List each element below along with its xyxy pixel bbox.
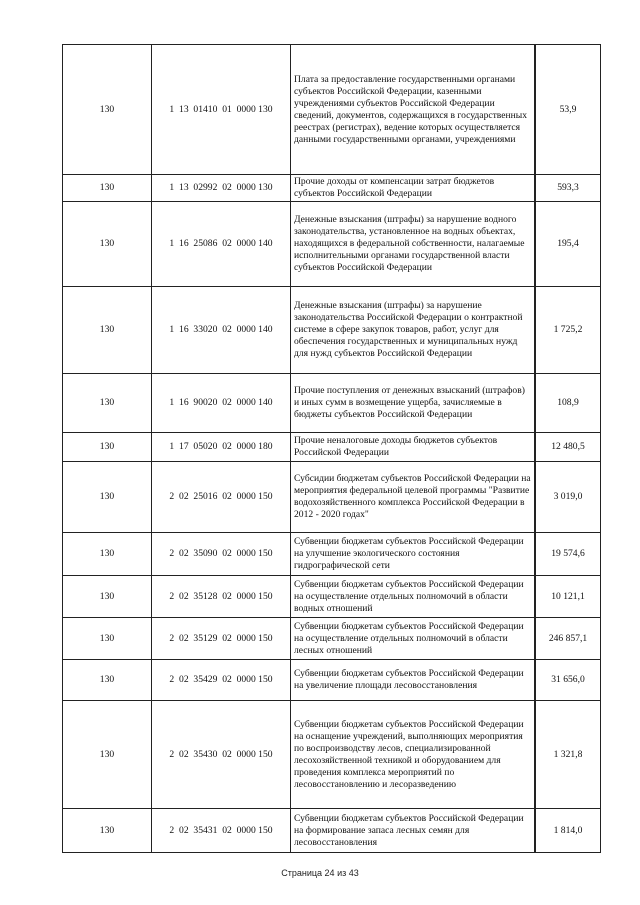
budget-code-cell: 2 02 35128 02 0000 150 — [152, 576, 291, 618]
admin-code-cell: 130 — [63, 175, 152, 202]
budget-code-cell: 2 02 35431 02 0000 150 — [152, 809, 291, 853]
amount-cell: 593,3 — [535, 175, 601, 202]
page-number: Страница 24 из 43 — [281, 868, 359, 878]
budget-code-cell: 2 02 35429 02 0000 150 — [152, 660, 291, 701]
revenue-name-cell: Субсидии бюджетам субъектов Российской Федерации на мероприятия федеральной целевой программы "Развитие водохозяйственного комплекса Российской Федерации в 2012 - 2020 годах" — [291, 462, 536, 533]
budget-code-cell: 1 16 90020 02 0000 140 — [152, 374, 291, 433]
admin-code-cell: 130 — [63, 374, 152, 433]
amount-cell: 108,9 — [535, 374, 601, 433]
budget-code-cell: 2 02 25016 02 0000 150 — [152, 462, 291, 533]
admin-code-cell: 130 — [63, 660, 152, 701]
amount-cell: 53,9 — [535, 45, 601, 175]
admin-code-cell: 130 — [63, 809, 152, 853]
revenue-name-cell: Субвенции бюджетам субъектов Российской Федерации на улучшение экологического состояния гидрографической сети — [291, 533, 536, 576]
admin-code-cell: 130 — [63, 576, 152, 618]
amount-cell: 195,4 — [535, 202, 601, 287]
admin-code-cell: 130 — [63, 45, 152, 175]
revenue-table — [62, 44, 601, 853]
budget-code-cell: 2 02 35430 02 0000 150 — [152, 701, 291, 809]
revenue-name-cell: Субвенции бюджетам субъектов Российской Федерации на оснащение учреждений, выполняющих мероприятия по воспроизводству лесов, специализированной лесохозяйственной техникой и оборудованием для проведения комплекса мероприятий по лесовосстановлению и лесоразведению — [291, 701, 536, 809]
table-row — [63, 701, 601, 809]
admin-code-cell: 130 — [63, 287, 152, 374]
revenue-name-cell: Прочие поступления от денежных взысканий (штрафов) и иных сумм в возмещение ущерба, зачисляемые в бюджеты субъектов Российской Федерации — [291, 374, 536, 433]
admin-code-cell: 130 — [63, 533, 152, 576]
revenue-name-cell: Прочие доходы от компенсации затрат бюджетов субъектов Российской Федерации — [291, 175, 536, 202]
amount-cell: 1 321,8 — [535, 701, 601, 809]
budget-code-cell: 1 16 25086 02 0000 140 — [152, 202, 291, 287]
revenue-name-cell: Плата за предоставление государственными органами субъектов Российской Федерации, казенными учреждениями субъектов Российской Федерации сведений, документов, содержащихся в государственных реестрах (регистрах), ведение которых осуществляется данными государственными органами, учреждениями — [291, 45, 536, 175]
amount-cell: 31 656,0 — [535, 660, 601, 701]
revenue-name-cell: Денежные взыскания (штрафы) за нарушение водного законодательства, установленное на водных объектах, находящихся в федеральной собственности, налагаемые исполнительными органами государственной власти субъектов Российской Федерации — [291, 202, 536, 287]
revenue-name-cell: Прочие неналоговые доходы бюджетов субъектов Российской Федерации — [291, 433, 536, 462]
amount-cell: 12 480,5 — [535, 433, 601, 462]
revenue-name-cell: Субвенции бюджетам субъектов Российской Федерации на формирование запаса лесных семян для лесовосстановления — [291, 809, 536, 853]
amount-cell: 246 857,1 — [535, 618, 601, 660]
table-row — [63, 175, 601, 202]
revenue-name-cell: Субвенции бюджетам субъектов Российской Федерации на увеличение площади лесовосстановления — [291, 660, 536, 701]
table-row — [63, 433, 601, 462]
admin-code-cell: 130 — [63, 433, 152, 462]
budget-code-cell: 2 02 35129 02 0000 150 — [152, 618, 291, 660]
budget-code-cell: 2 02 35090 02 0000 150 — [152, 533, 291, 576]
amount-cell: 1 814,0 — [535, 809, 601, 853]
table-row — [63, 45, 601, 175]
budget-code-cell: 1 13 01410 01 0000 130 — [152, 45, 291, 175]
budget-code-cell: 1 13 02992 02 0000 130 — [152, 175, 291, 202]
budget-code-cell: 1 17 05020 02 0000 180 — [152, 433, 291, 462]
table-row — [63, 576, 601, 618]
table-row — [63, 202, 601, 287]
amount-cell: 10 121,1 — [535, 576, 601, 618]
revenue-name-cell: Денежные взыскания (штрафы) за нарушение законодательства Российской Федерации о контрактной системе в сфере закупок товаров, работ, услуг для обеспечения государственных и муниципальных нужд для нужд субъектов Российской Федерации — [291, 287, 536, 374]
table-row — [63, 287, 601, 374]
table-row — [63, 533, 601, 576]
table-row — [63, 809, 601, 853]
admin-code-cell: 130 — [63, 202, 152, 287]
amount-cell: 1 725,2 — [535, 287, 601, 374]
admin-code-cell: 130 — [63, 701, 152, 809]
table-row — [63, 660, 601, 701]
revenue-name-cell: Субвенции бюджетам субъектов Российской Федерации на осуществление отдельных полномочий в области лесных отношений — [291, 618, 536, 660]
revenue-name-cell: Субвенции бюджетам субъектов Российской Федерации на осуществление отдельных полномочий в области водных отношений — [291, 576, 536, 618]
table-row — [63, 618, 601, 660]
table-row — [63, 462, 601, 533]
amount-cell: 19 574,6 — [535, 533, 601, 576]
table-row — [63, 374, 601, 433]
admin-code-cell: 130 — [63, 618, 152, 660]
admin-code-cell: 130 — [63, 462, 152, 533]
budget-code-cell: 1 16 33020 02 0000 140 — [152, 287, 291, 374]
amount-cell: 3 019,0 — [535, 462, 601, 533]
